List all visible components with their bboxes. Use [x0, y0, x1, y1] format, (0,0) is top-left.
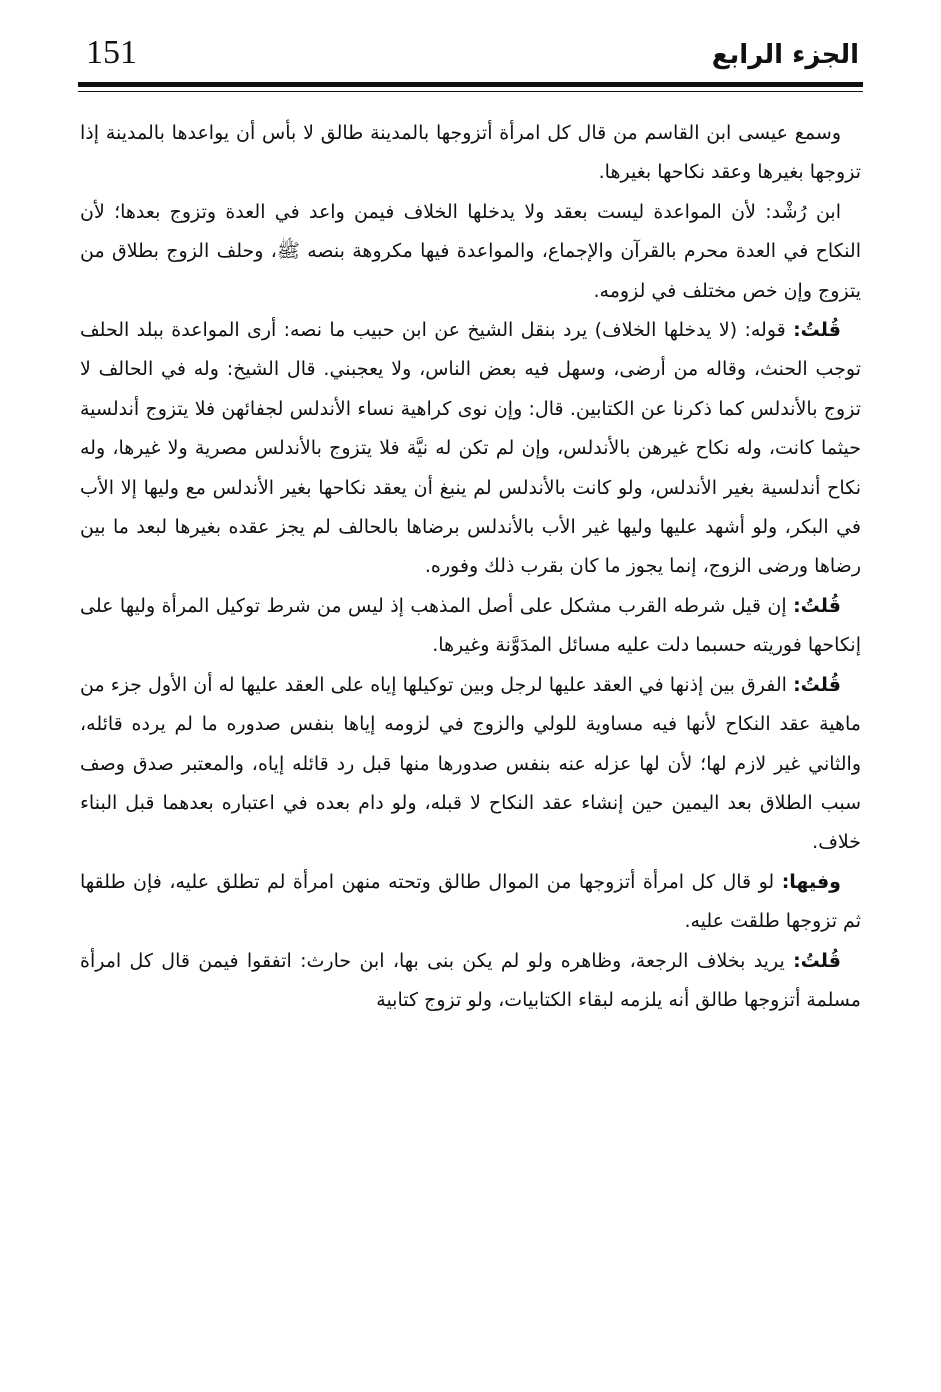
paragraph-2	[80, 193, 861, 311]
running-title: الجزء الرابع	[711, 40, 859, 70]
paragraph-text: لو قال كل امرأة أتزوجها من الموال طالق وتحته منهن امرأة لم تطلق عليه، فإن طلقها ثم تزوجها طلقت عليه.	[80, 870, 861, 933]
paragraph-lead: وفيها:	[781, 870, 841, 893]
paragraph-text: الفرق بين إذنها في العقد عليها لرجل وبين توكيلها إياه على العقد عليها له أن الأول جزء من ماهية عقد النكاح لأنها فيه مساوية للولي والزوج في لزومه إياها بنفس صدوره ما لم يرده قائله، والثاني غير لازم لها؛ لأن لها عزله عنه بنفس صدورها منها قبل رد قائله إياه، والمعتبر صدق وصف سبب الطلاق بعد اليمين حين إنشاء عقد النكاح لا قبله، ولو دام بعده في اعتباره بعدهما قبل البناء خلاف.	[80, 673, 861, 854]
paragraph-text: قوله: (لا يدخلها الخلاف) يرد بنقل الشيخ عن ابن حبيب ما نصه: أرى المواعدة ببلد الحلف توجب الحنث، وقاله من أرضى، وسهل فيه بعض الناس، ولا يعجبني. قال الشيخ: وله في الحالف لا تزوج بالأندلس كما ذكرنا عن الكتابين. قال: وإن نوى كراهية نساء الأندلس لجفائهن فلا يتزوج أندلسية حيثما كانت، وله نكاح غيرهن بالأندلس، وإن لم تكن له نيَّة فلا يتزوج بالأندلس مصرية ولا غيرها، وله نكاح أندلسية بغير الأندلس، ولو كانت بالأندلس لم ينبغ أن يعقد نكاحها بغير الأندلس مع وليها إلا الأب في البكر، ولو أشهد عليها وليها غير الأب بالأندلس برضاها بالحالف لم يجز عقده بغيرها لبعد ما بين رضاها ورضى الزوج، إنما يجوز ما كان بقرب ذلك وفوره.	[80, 319, 861, 578]
body-text	[80, 114, 861, 1020]
paragraph-text: ابن رُشْد: لأن المواعدة ليست بعقد ولا يدخلها الخلاف فيمن واعد في العدة وتزوج بعدها؛ لأن النكاح في العدة محرم بالقرآن والإجماع، والمواعدة فيها مكروهة بنصه ﷺ، وحلف الزوج بطلاق من يتزوج وإن خص مختلف في لزومه.	[80, 200, 861, 302]
header-rule-thick	[78, 82, 863, 87]
paragraph-7	[80, 942, 861, 1021]
page-header	[78, 34, 863, 84]
paragraph-5	[80, 666, 861, 863]
paragraph-3	[80, 311, 861, 587]
paragraph-6	[80, 863, 861, 942]
header-rule-thin	[78, 91, 863, 92]
paragraph-lead: قُلتُ:	[793, 319, 841, 342]
paragraph-lead: قُلتُ:	[793, 594, 841, 617]
paragraph-lead: قُلتُ:	[793, 949, 841, 972]
paragraph-text: وسمع عيسى ابن القاسم من قال كل امرأة أتزوجها بالمدينة طالق لا بأس أن يواعدها بالمدينة إذا تزوجها بغيرها وعقد نكاحها بغيرها.	[80, 122, 861, 184]
page-number: 151	[86, 34, 137, 71]
paragraph-4	[80, 587, 861, 666]
paragraph-text: يريد بخلاف الرجعة، وظاهره ولو لم يكن بنى بها، ابن حارث: اتفقوا فيمن قال كل امرأة مسلمة أتزوجها طالق أنه يلزمه لبقاء الكتابيات، ولو تزوج كتابية	[80, 949, 861, 1011]
paragraph-text: إن قيل شرطه القرب مشكل على أصل المذهب إذ ليس من شرط توكيل المرأة وليها على إنكاحها فوريته حسبما دلت عليه مسائل المدَوَّنة وغيرها.	[80, 594, 861, 657]
paragraph-1	[80, 114, 861, 193]
paragraph-lead: قُلتُ:	[793, 673, 841, 696]
